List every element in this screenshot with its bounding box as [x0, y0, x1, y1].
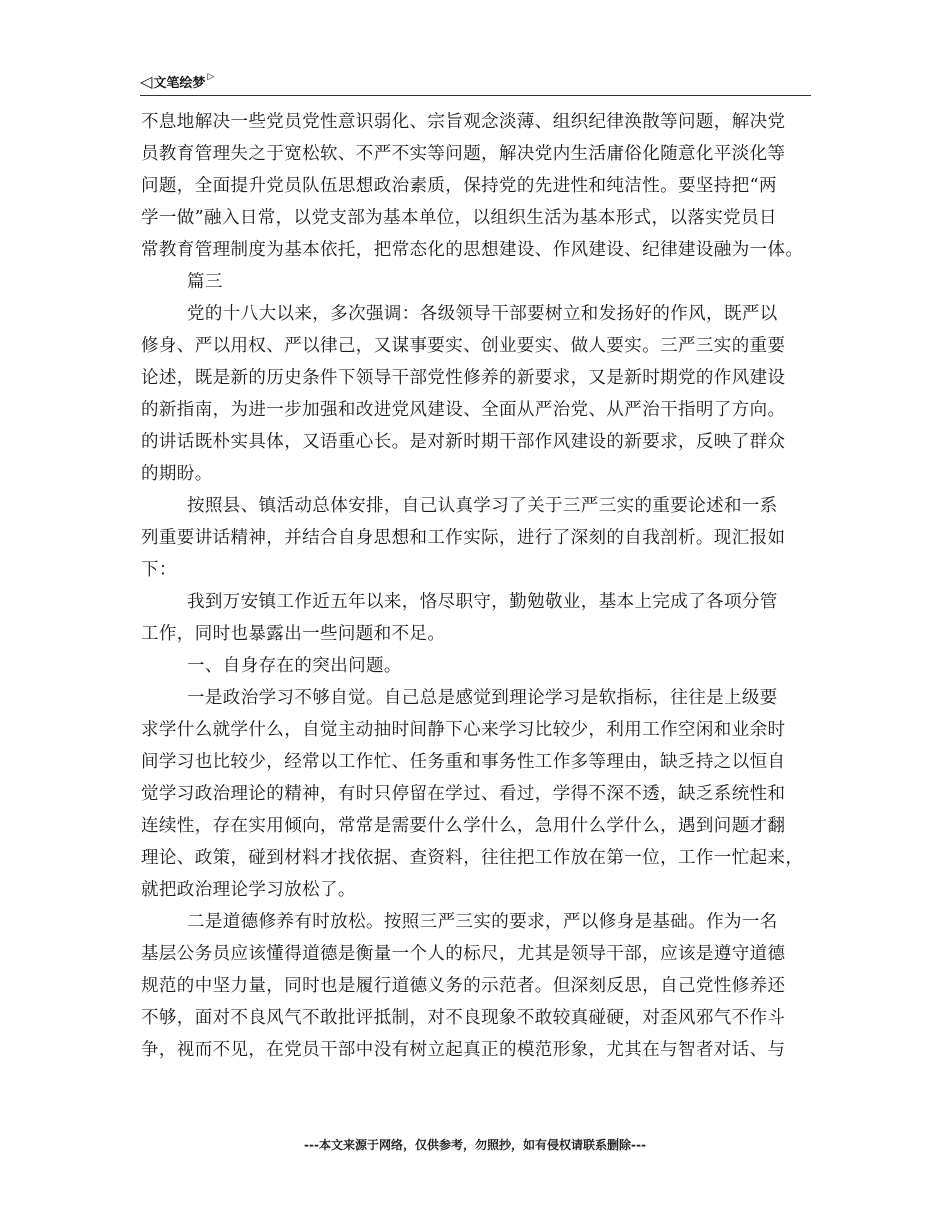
triangle-left-icon: ◁ [140, 72, 153, 91]
text-line: 员教育管理失之于宽松软、不严不实等问题，解决党内生活庸俗化随意化平淡化等 [141, 144, 786, 164]
text-line: 一是政治学习不够自觉。自己总是感觉到理论学习是软指标，往往是上级要 [187, 688, 778, 708]
text-line: 理论、政策，碰到材料才找依据、查资料，往往把工作放在第一位，工作一忙起来， [141, 848, 804, 868]
page-header [140, 70, 811, 96]
text-line: 工作，同时也暴露出一些问题和不足。 [141, 624, 446, 644]
text-line: 不息地解决一些党员党性意识弱化、宗旨观念淡薄、组织纪律涣散等问题，解决党 [141, 112, 786, 132]
triangle-right-icon: ▷ [207, 72, 215, 82]
text-line: 一、自身存在的突出问题。 [187, 656, 402, 676]
text-line: 我到万安镇工作近五年以来，恪尽职守，勤勉敬业，基本上完成了各项分管 [187, 592, 778, 612]
text-line: 间学习也比较少，经常以工作忙、任务重和事务性工作多等理由，缺乏持之以恒自 [141, 752, 786, 772]
text-line: 连续性，存在实用倾向，常常是需要什么学什么，急用什么学什么，遇到问题才翻 [141, 816, 786, 836]
text-line: 常教育管理制度为基本依托，把常态化的思想建设、作风建设、纪律建设融为一体。 [141, 240, 804, 260]
text-line: 按照县、镇活动总体安排，自己认真学习了关于三严三实的重要论述和一系 [187, 496, 778, 516]
header-brand [140, 72, 214, 91]
text-line: 的讲话既朴实具体，又语重心长。是对新时期干部作风建设的新要求，反映了群众 [141, 432, 786, 452]
text-line: 不够，面对不良风气不敢批评抵制，对不良现象不敢较真碰硬，对歪风邪气不作斗 [141, 1008, 786, 1028]
text-line: 列重要讲话精神，并结合自身思想和工作实际，进行了深刻的自我剖析。现汇报如 [141, 528, 786, 548]
text-line: 求学什么就学什么，自觉主动抽时间静下心来学习比较少，利用工作空闲和业余时 [141, 720, 786, 740]
text-line: 论述，既是新的历史条件下领导干部党性修养的新要求，又是新时期党的作风建设 [141, 368, 786, 388]
text-line: 的期盼。 [141, 464, 213, 484]
text-line: 党的十八大以来，多次强调：各级领导干部要树立和发扬好的作风，既严以 [187, 304, 778, 324]
text-line: 学一做”融入日常，以党支部为基本单位，以组织生活为基本形式，以落实党员日 [141, 208, 777, 228]
text-line: 觉学习政治理论的精神，有时只停留在学过、看过，学得不深不透，缺乏系统性和 [141, 784, 786, 804]
text-line: 基层公务员应该懂得道德是衡量一个人的标尺，尤其是领导干部，应该是遵守道德 [141, 944, 786, 964]
text-line: 争，视而不见，在党员干部中没有树立起真正的模范形象，尤其在与智者对话、与 [141, 1040, 786, 1060]
text-line: 二是道德修养有时放松。按照三严三实的要求，严以修身是基础。作为一名 [187, 912, 778, 932]
document-body [141, 106, 821, 1066]
text-line: 下： [141, 560, 177, 580]
text-line: 篇三 [187, 272, 223, 292]
text-line: 的新指南，为进一步加强和改进党风建设、全面从严治党、从严治干指明了方向。 [141, 400, 786, 420]
text-line: 规范的中坚力量，同时也是履行道德义务的示范者。但深刻反思，自己党性修养还 [141, 976, 786, 996]
text-line: 修身、严以用权、严以律己，又谋事要实、创业要实、做人要实。三严三实的重要 [141, 336, 786, 356]
text-line: 就把政治理论学习放松了。 [141, 880, 356, 900]
page-footer: ---本文来源于网络，仅供参考，勿照抄，如有侵权请联系删除--- [304, 1138, 646, 1152]
brand-name: 文笔绘梦 [153, 76, 206, 91]
text-line: 问题，全面提升党员队伍思想政治素质，保持党的先进性和纯洁性。要坚持把“两 [141, 176, 777, 196]
